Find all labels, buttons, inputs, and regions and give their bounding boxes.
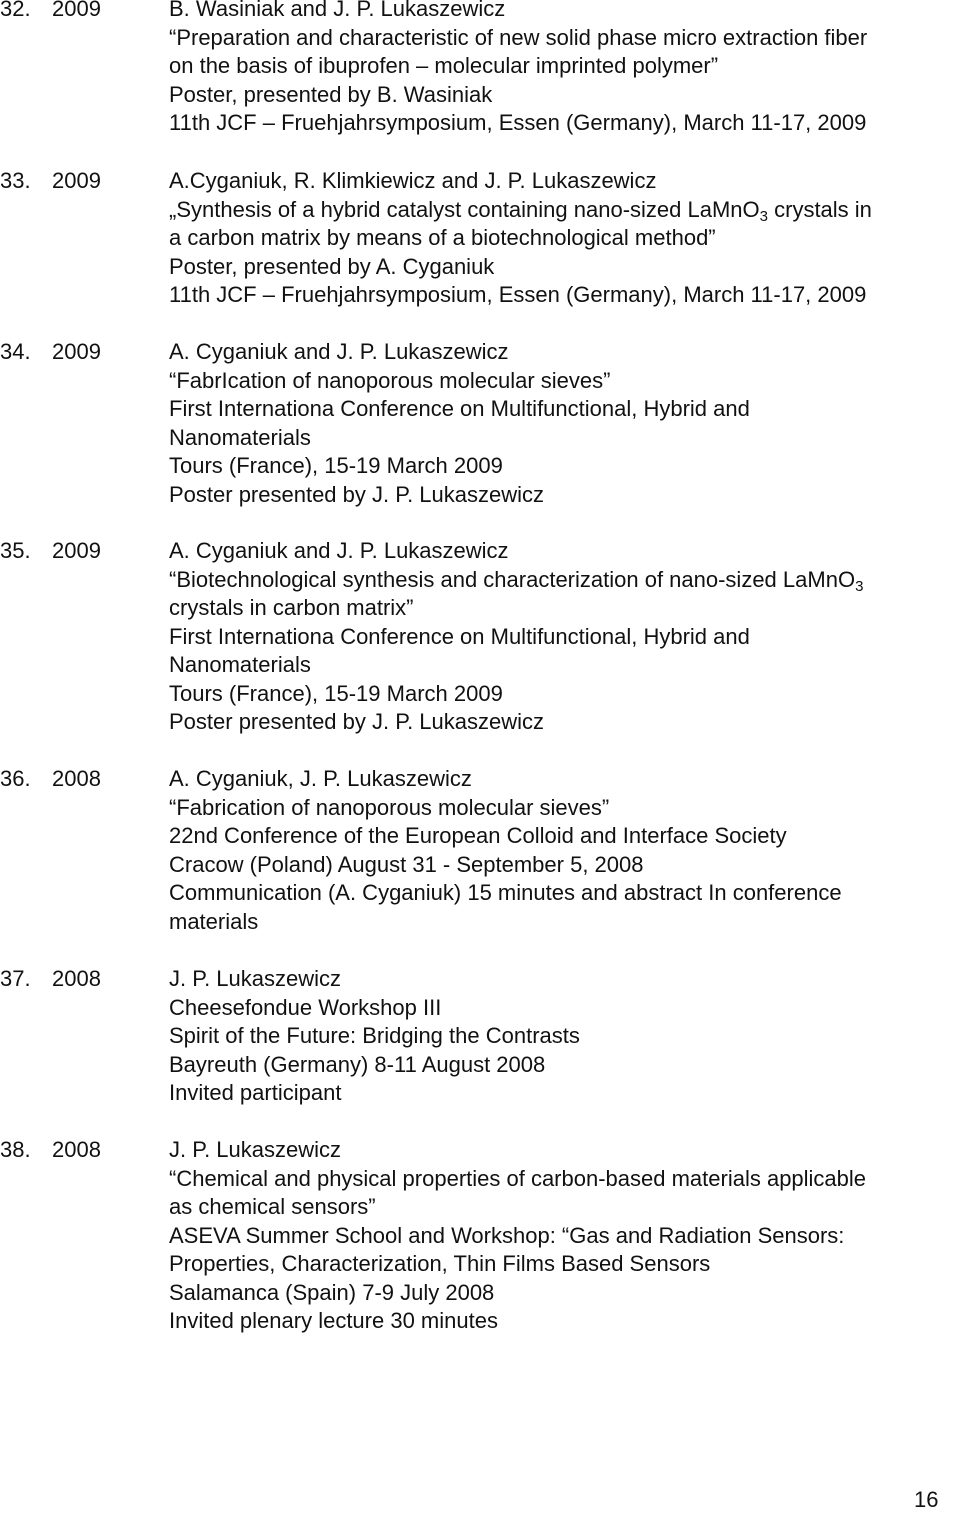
entry-number: 36.: [0, 766, 31, 791]
entry-year: 2009: [52, 339, 101, 364]
entry-line: [169, 994, 959, 1023]
entry-body: [169, 537, 959, 737]
line-text: Cracow (Poland) August 31 - September 5, 2008: [169, 851, 644, 877]
entry-line: [169, 424, 959, 453]
entry-line: [169, 708, 959, 737]
line-text: 11th JCF – Fruehjahrsymposium, Essen (Germany), March 11-17, 2009: [169, 282, 867, 307]
entry-line: [169, 281, 959, 310]
entry-body: [169, 965, 959, 1108]
subscript-text: 3: [759, 207, 768, 225]
entry-line: [169, 481, 959, 510]
entry-line: [169, 680, 959, 709]
line-text: “Chemical and physical properties of carbon-based materials applicable: [169, 1165, 867, 1191]
line-text: Invited participant: [169, 1080, 342, 1105]
entry-line: [169, 52, 959, 81]
entry-line: [169, 0, 959, 24]
line-text: Poster, presented by A. Cyganiuk: [169, 253, 495, 279]
line-text: “FabrIcation of nanoporous molecular sieves”: [169, 367, 611, 393]
entry-line: [169, 1165, 959, 1194]
entry-line: [169, 196, 959, 225]
entry-line: [169, 224, 959, 253]
line-text: Tours (France), 15-19 March 2009: [169, 453, 503, 478]
entry-line: [169, 1051, 959, 1080]
line-text: Spirit of the Future: Bridging the Contrasts: [169, 1023, 580, 1048]
entry-line: [169, 651, 959, 680]
entry-year: 2009: [52, 168, 101, 193]
line-text: crystals in: [768, 196, 872, 222]
entry-body: [169, 1136, 959, 1336]
line-text: Cheesefondue Workshop III: [169, 994, 442, 1020]
entry-line: [169, 623, 959, 652]
line-text: First Internationa Conference on Multifunctional, Hybrid and: [169, 623, 750, 649]
entry-line: [169, 566, 959, 595]
entry-line: [169, 822, 959, 851]
entry-line: [169, 1136, 959, 1165]
line-text: Poster, presented by B. Wasiniak: [169, 81, 493, 107]
entry-line: [169, 1307, 959, 1336]
line-text: B. Wasiniak and J. P. Lukaszewicz: [169, 0, 506, 21]
entry-line: [169, 167, 959, 196]
entry-year: 2009: [52, 538, 101, 563]
line-text: ASEVA Summer School and Workshop: “Gas and Radiation Sensors:: [169, 1222, 845, 1248]
page-number: 16: [914, 1487, 939, 1512]
line-text: materials: [169, 908, 259, 934]
line-text: a carbon matrix by means of a biotechnological method”: [169, 225, 716, 250]
entry-year: 2009: [52, 0, 101, 21]
entry-line: [169, 367, 959, 396]
line-text: Invited plenary lecture 30 minutes: [169, 1308, 498, 1333]
entry-line: [169, 1279, 959, 1308]
line-text: Nanomaterials: [169, 424, 311, 450]
line-text: A. Cyganiuk and J. P. Lukaszewicz: [169, 538, 509, 563]
line-text: crystals in carbon matrix”: [169, 595, 414, 620]
entry-year: 2008: [52, 1137, 101, 1162]
line-text: „Synthesis of a hybrid catalyst containing nano-sized LaMnO: [169, 196, 760, 222]
entry-number: 35.: [0, 538, 31, 563]
entry-line: [169, 1193, 959, 1222]
line-text: A. Cyganiuk and J. P. Lukaszewicz: [169, 339, 509, 364]
entry-body: [169, 765, 959, 936]
line-text: A.Cyganiuk, R. Klimkiewicz and J. P. Lukaszewicz: [169, 168, 657, 193]
entry-line: [169, 965, 959, 994]
entry-line: [169, 879, 959, 908]
entry-line: [169, 1022, 959, 1051]
entry-number: 37.: [0, 966, 31, 991]
line-text: Poster presented by J. P. Lukaszewicz: [169, 481, 545, 507]
entry-line: [169, 794, 959, 823]
line-text: J. P. Lukaszewicz: [169, 1137, 342, 1162]
line-text: First Internationa Conference on Multifunctional, Hybrid and: [169, 396, 750, 421]
entry-line: [169, 338, 959, 367]
line-text: Tours (France), 15-19 March 2009: [169, 680, 503, 706]
line-text: Bayreuth (Germany) 8-11 August 2008: [169, 1051, 546, 1077]
entry-line: [169, 594, 959, 623]
line-text: 22nd Conference of the European Colloid and Interface Society: [169, 823, 787, 848]
entry-line: [169, 765, 959, 794]
line-text: as chemical sensors”: [169, 1194, 376, 1219]
entry-number: 33.: [0, 168, 31, 193]
line-text: A. Cyganiuk, J. P. Lukaszewicz: [169, 766, 472, 791]
line-text: J. P. Lukaszewicz: [169, 966, 342, 991]
entry-year: 2008: [52, 966, 101, 991]
entry-body: [169, 338, 959, 509]
line-text: 11th JCF – Fruehjahrsymposium, Essen (Germany), March 11-17, 2009: [169, 110, 867, 135]
entry-line: [169, 908, 959, 937]
line-text: “Fabrication of nanoporous molecular sieves”: [169, 794, 610, 820]
subscript-text: 3: [855, 577, 864, 595]
entry-line: [169, 81, 959, 110]
line-text: “Preparation and characteristic of new solid phase micro extraction fiber: [169, 24, 868, 50]
line-text: Poster presented by J. P. Lukaszewicz: [169, 709, 545, 734]
entry-line: [169, 452, 959, 481]
entry-body: [169, 167, 959, 310]
line-text: Properties, Characterization, Thin Films Based Sensors: [169, 1251, 711, 1276]
entry-line: [169, 1222, 959, 1251]
entry-number: 34.: [0, 339, 31, 364]
entry-year: 2008: [52, 766, 101, 791]
entry-line: [169, 253, 959, 282]
line-text: Nanomaterials: [169, 652, 311, 677]
entry-line: [169, 109, 959, 138]
entry-body: [169, 0, 959, 138]
entry-line: [169, 1079, 959, 1108]
line-text: on the basis of ibuprofen – molecular imprinted polymer”: [169, 53, 719, 78]
line-text: “Biotechnological synthesis and characterization of nano-sized LaMnO: [169, 566, 856, 592]
entry-line: [169, 537, 959, 566]
entry-line: [169, 851, 959, 880]
line-text: Communication (A. Cyganiuk) 15 minutes and abstract In conference: [169, 880, 842, 905]
entry-number: 32.: [0, 0, 31, 21]
entry-line: [169, 24, 959, 53]
entry-line: [169, 1250, 959, 1279]
line-text: Salamanca (Spain) 7-9 July 2008: [169, 1279, 495, 1305]
entry-number: 38.: [0, 1137, 31, 1162]
entry-line: [169, 395, 959, 424]
